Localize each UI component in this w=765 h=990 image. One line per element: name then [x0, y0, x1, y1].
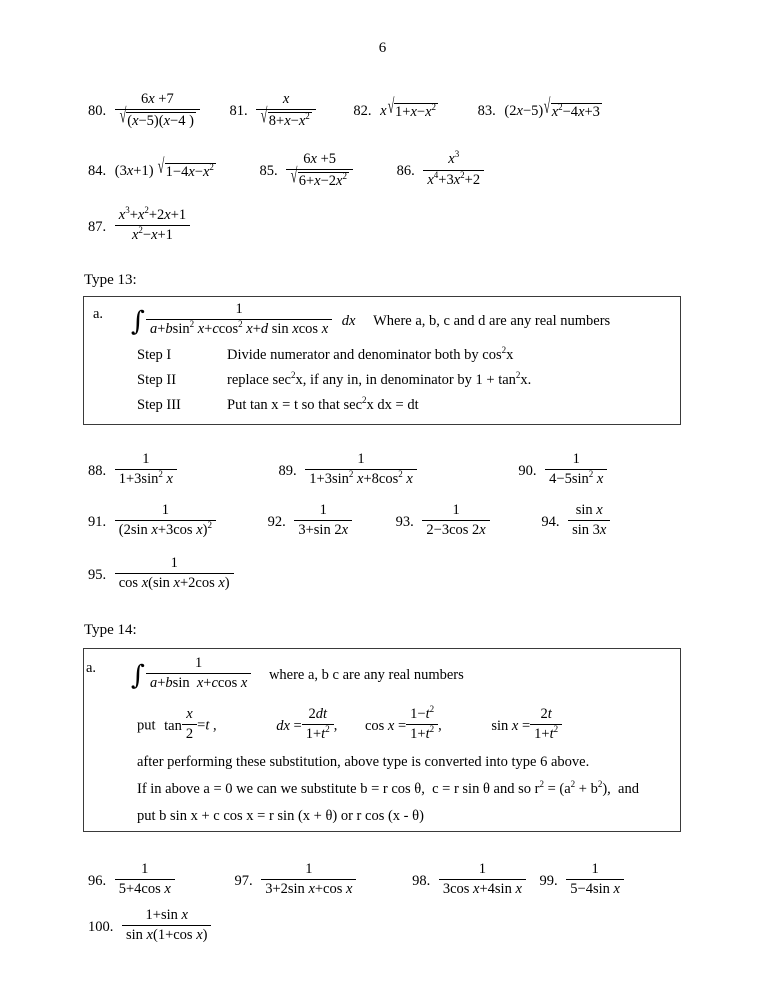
type-14-heading: Type 14:: [84, 622, 137, 638]
type-14-integral-note: where a, b c are any real numbers: [268, 666, 464, 683]
fraction: $\frac{\text{sin x}}{\sin 3x}$: [568, 502, 610, 540]
problem-85: [260, 152, 353, 191]
step-3-text: Put tan x = t so that $\sec^2x$ dx = dt: [227, 395, 419, 413]
problem-row-87: [88, 204, 190, 246]
problem-row-96-99: [88, 862, 624, 900]
cos-fraction: $\frac{1-t^2}{1+t^2}$: [406, 706, 438, 744]
problem-number-81: 81.: [229, 103, 248, 120]
dx-fraction: $\frac{2dt}{1+t^2}$: [302, 706, 334, 744]
problem-row-100: [88, 908, 211, 946]
type-14-note-3: put b sin x + c cos x = r sin (x + θ) or r cos (x - θ): [137, 808, 424, 824]
problem-number-95: 95.: [88, 566, 107, 583]
fraction: $\frac{x^3}{x^4+3x^2+2}$: [423, 151, 484, 189]
fraction: $\frac{6x +5}{√6+x-2x^2}$: [286, 151, 353, 190]
problem-row-80-83: [88, 92, 602, 131]
problem-number-93: 93.: [395, 513, 414, 530]
problem-number-90: 90.: [518, 462, 537, 479]
fraction: $\frac{\text{1+sin x}}{\text{sin x(1+cos x)}}$: [122, 907, 211, 945]
type-13-box: [83, 296, 681, 425]
fraction: $\frac{1}{1+3\sin^2 x}$: [115, 451, 177, 489]
problem-number-87: 87.: [88, 218, 107, 235]
problem-80: [88, 92, 200, 131]
fraction: $\frac{1}{\text{5−4sin x}}$: [566, 861, 624, 899]
fraction: $\frac{6x +7}{√(x-5)(x-4 )}$: [115, 91, 200, 130]
step-3-label: Step III: [137, 397, 181, 413]
problem-87: [88, 204, 190, 246]
problem-99: [540, 862, 624, 900]
type-13-item-label: a.: [93, 306, 104, 322]
problem-number-83: 83.: [477, 103, 496, 120]
type-14-integral: [131, 656, 464, 694]
problem-84: 84. (3x+1) $√1-4x-x^2$: [88, 155, 214, 180]
problem-92: [268, 503, 352, 541]
fraction: $\frac{1}{2-3\cos 2x}$: [422, 502, 489, 540]
problem-number-88: 88.: [88, 462, 107, 479]
fraction: $\frac{1}{4-5\sin^2 x}$: [545, 451, 607, 489]
problem-83: 83. $(2x-5)√x^2-4x+3$: [477, 95, 600, 120]
type-14-item-label: a.: [86, 660, 97, 676]
problem-95: [88, 556, 234, 594]
type-14-box: [83, 648, 681, 832]
page-number: 6: [378, 40, 387, 56]
problem-98: [412, 862, 526, 900]
sin-fraction: $\frac{2t}{1+t^2}$: [530, 706, 562, 744]
problem-90: [518, 452, 607, 490]
fraction: $\frac{1}{1+3\sin^2 x+8\cos^2 x}$: [305, 451, 417, 489]
problem-row-84-86: [88, 149, 484, 191]
step-2-text: replace $\sec^2x$, if any in, in denominator by $1 + \tan^2x$.: [227, 370, 532, 388]
problem-91: [88, 503, 216, 541]
problem-row-91-94: [88, 503, 610, 541]
problem-number-100: 100.: [88, 918, 114, 935]
problem-number-85: 85.: [259, 163, 278, 180]
problem-number-98: 98.: [412, 872, 431, 889]
fraction: $\frac{1}{\text{3+2sin x+cos x}}$: [261, 861, 356, 899]
step-2-label: Step II: [137, 372, 177, 388]
problem-row-88-90: [88, 452, 607, 490]
fraction: $\frac{1}{\text{5+4cos x}}$: [115, 861, 175, 899]
fraction: $\frac{1}{\text{3cos x+4sin x}}$: [439, 861, 526, 899]
differential: dx: [341, 312, 356, 329]
type-13-heading: Type 13:: [84, 272, 137, 288]
problem-97: [234, 862, 356, 900]
problem-81: [230, 92, 316, 131]
problem-number-91: 91.: [88, 513, 107, 530]
tan-half-fraction: $\frac{x}{2}$: [182, 706, 197, 744]
type-14-note-2: If in above a = 0 we can we substitute b = r cos θ, c = r sin θ and so $r^2 = (a^2 + b^2)$, and: [137, 779, 639, 797]
fraction: $\frac{1}{(2\sin x+3\cos x)^2}$: [115, 502, 216, 540]
problem-88: [88, 452, 177, 490]
problem-row-95: [88, 556, 234, 594]
problem-93: [396, 503, 490, 541]
problem-number-80: 80.: [88, 103, 107, 120]
problem-100: [88, 908, 211, 946]
step-1-label: Step I: [137, 347, 172, 363]
problem-number-99: 99.: [539, 872, 558, 889]
problem-96: [88, 862, 175, 900]
put-label: put: [137, 717, 156, 734]
integral-sign: ∫: [131, 660, 145, 692]
problem-89: [279, 452, 417, 490]
problem-86: [396, 149, 485, 191]
problem-number-94: 94.: [541, 513, 560, 530]
problem-number-84: 84.: [88, 163, 107, 180]
integrand-fraction: $\frac{1}{a+bsin^2 x+ccos^2 x+d \sin xcos x}$: [146, 301, 332, 339]
integrand-fraction: $\frac{1}{\text{a+bsin x+ccos x}}$: [146, 655, 251, 693]
problem-number-92: 92.: [267, 513, 286, 530]
fraction: $\frac{1}{3+\sin 2x}$: [294, 502, 352, 540]
fraction: $\frac{1}{\text{cos x(sin x+2cos x)}}$: [115, 555, 234, 593]
problem-number-97: 97.: [234, 872, 253, 889]
integral-sign: ∫: [131, 306, 145, 338]
problem-82: 82. $x√1+x-x^2$: [353, 95, 437, 120]
fraction: $\frac{x}{√8+x-x^2}$: [256, 91, 315, 130]
fraction: $\frac{x^3+x^2+2x+1}{x^2-x+1}$: [115, 207, 190, 245]
type-13-integral-note: Where a, b, c and d are any real numbers: [373, 312, 611, 329]
problem-number-82: 82.: [353, 103, 372, 120]
type-14-substitutions: put tan $\frac{x}{2}$ =t , dx = $\frac{2dt}{1+t^2}$ , cos x = $\frac{1-t^2}{1+t^2}$ , sin x = $\frac{2t}{1+t^2}$: [137, 707, 562, 745]
problem-number-96: 96.: [88, 872, 107, 889]
problem-number-86: 86.: [396, 163, 415, 180]
type-13-integral: [131, 302, 610, 340]
type-14-note-1: after performing these substitution, above type is converted into type 6 above.: [137, 754, 590, 770]
problem-94: [541, 503, 610, 541]
step-1-text: Divide numerator and denominator both by $\cos^2x$: [227, 345, 514, 363]
problem-number-89: 89.: [278, 462, 297, 479]
